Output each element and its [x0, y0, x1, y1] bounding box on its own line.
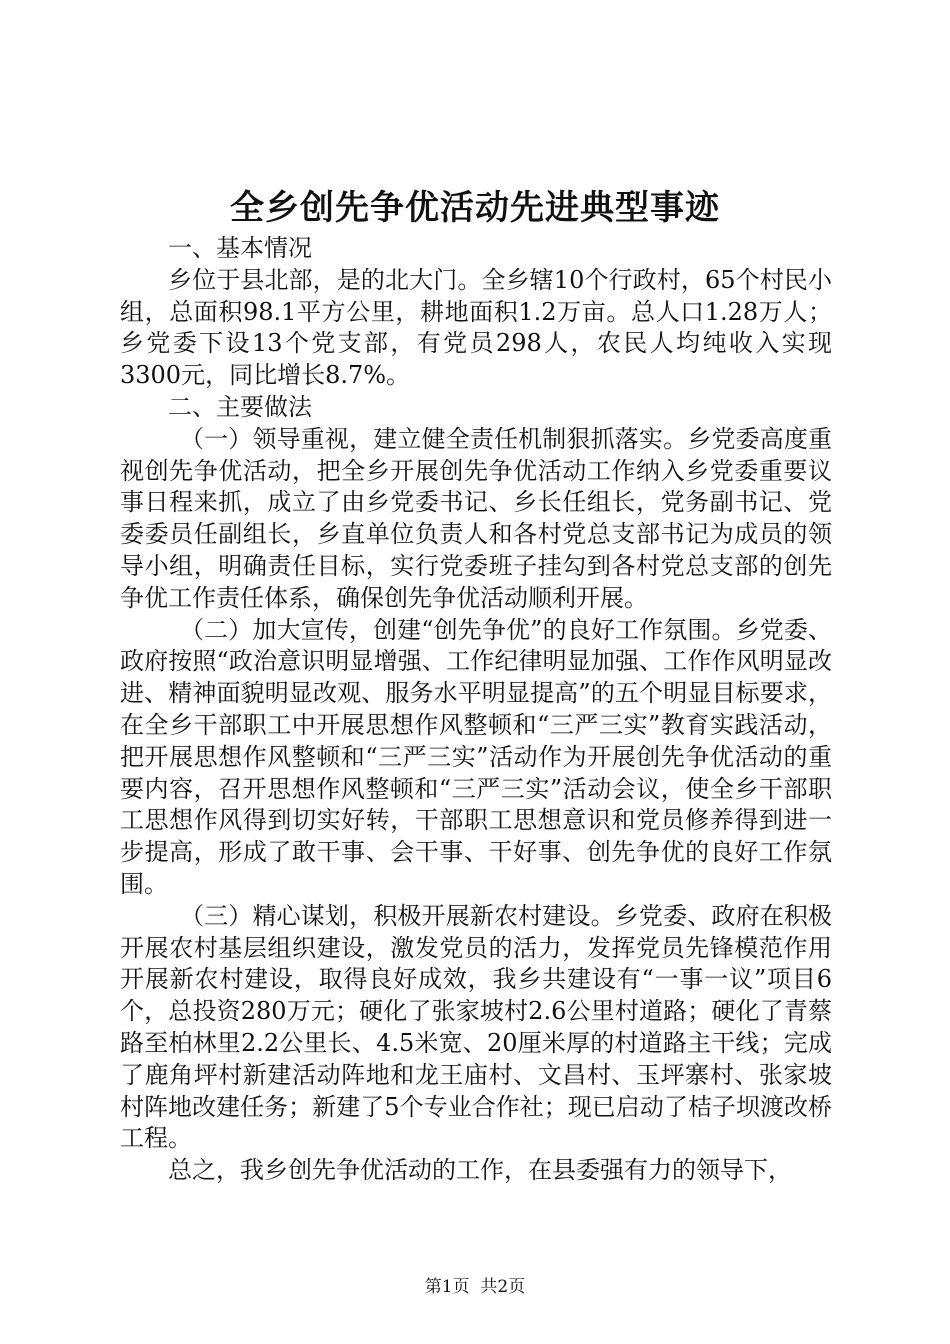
section-heading-basic-info: 一、基本情况	[168, 234, 312, 262]
paragraph-method-2: （二）加大宣传，创建“创先争优”的良好工作氛围。乡党委、政府按照“政治意识明显增强、工作纪律明显加强、工作作风明显改进、精神面貌明显改观、服务水平明显提高”的五个明显目标要求，在全乡干部职工中开展思想作风整顿和“三严三实”教育实践活动，把开展思想作风整顿和“三严三实”活动作为开展创先争优活动的重要内容，召开思想作风整顿和“三严三实”活动会议，使全乡干部职工思想作风得到切实好转，干部职工思想意识和党员修养得到进一步提高，形成了敢干事、会干事、干好事、创先争优的良好工作氛围。	[120, 615, 832, 898]
paragraph-basic-info: 乡位于县北部，是的北大门。全乡辖10个行政村，65个村民小组，总面积98.1平方公里，耕地面积1.2万亩。总人口1.28万人；乡党委下设13个党支部，有党员298人，农民人均纯收入实现3300元，同比增长8.7%。	[120, 265, 832, 390]
paragraph-method-1: （一）领导重视，建立健全责任机制狠抓落实。乡党委高度重视创先争优活动，把全乡开展创先争优活动工作纳入乡党委重要议事日程来抓，成立了由乡党委书记、乡长任组长，党务副书记、党委委员任副组长，乡直单位负责人和各村党总支部书记为成员的领导小组，明确责任目标，实行党委班子挂勾到各村党总支部的创先争优工作责任体系，确保创先争优活动顺利开展。	[120, 424, 832, 612]
paragraph-summary: 总之，我乡创先争优活动的工作，在县委强有力的领导下，	[168, 1156, 792, 1185]
page-footer	[0, 1275, 950, 1299]
section-heading-main-methods: 二、主要做法	[168, 392, 312, 421]
paragraph-method-3: （三）精心谋划，积极开展新农村建设。乡党委、政府在积极开展农村基层组织建设，激发党员的活力，发挥党员先锋模范作用开展新农村建设，取得良好成效，我乡共建设有“一事一议”项目6个，总投资280万元；硬化了张家坡村2.6公里村道路；硬化了青蔡路至柏林里2.2公里长、4.5米宽、20厘米厚的村道路主干线；完成了鹿角坪村新建活动阵地和龙王庙村、文昌村、玉坪寨村、张家坡村阵地改建任务；新建了5个专业合作社；现已启动了桔子坝渡改桥工程。	[120, 901, 832, 1153]
page-number: 第1页 共2页	[424, 1277, 526, 1297]
document-body	[120, 233, 832, 1187]
document-title: 全乡创先争优活动先进典型事迹	[230, 188, 720, 228]
